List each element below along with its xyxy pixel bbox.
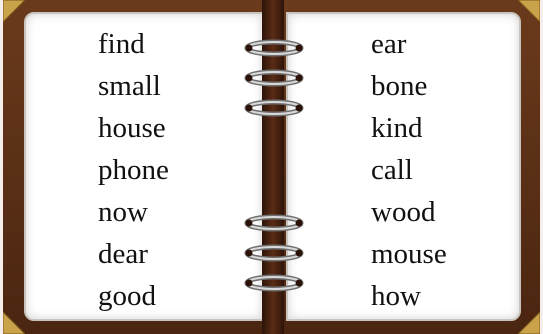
word-item: dear (98, 238, 148, 270)
word-item: now (98, 196, 148, 228)
spiral-ring-icon (242, 273, 306, 293)
brass-corner-icon (518, 0, 540, 22)
word-item: house (98, 112, 166, 144)
brass-corner-icon (518, 312, 540, 334)
word-item: phone (98, 154, 169, 186)
left-word-list (98, 29, 169, 323)
word-item: small (98, 70, 161, 102)
spiral-ring-icon (242, 38, 306, 58)
brass-corner-icon (3, 0, 25, 22)
word-item: kind (371, 112, 423, 144)
word-item: how (371, 280, 421, 312)
word-item: mouse (371, 238, 447, 270)
spiral-ring-icon (242, 243, 306, 263)
spiral-ring-icon (242, 98, 306, 118)
right-word-list (371, 29, 447, 323)
brass-corner-icon (3, 312, 25, 334)
word-item: bone (371, 70, 428, 102)
word-item: wood (371, 196, 436, 228)
word-item: ear (371, 28, 407, 60)
spiral-ring-icon (242, 213, 306, 233)
word-item: good (98, 280, 156, 312)
word-item: call (371, 154, 413, 186)
word-item: find (98, 28, 145, 60)
spiral-ring-icon (242, 68, 306, 88)
